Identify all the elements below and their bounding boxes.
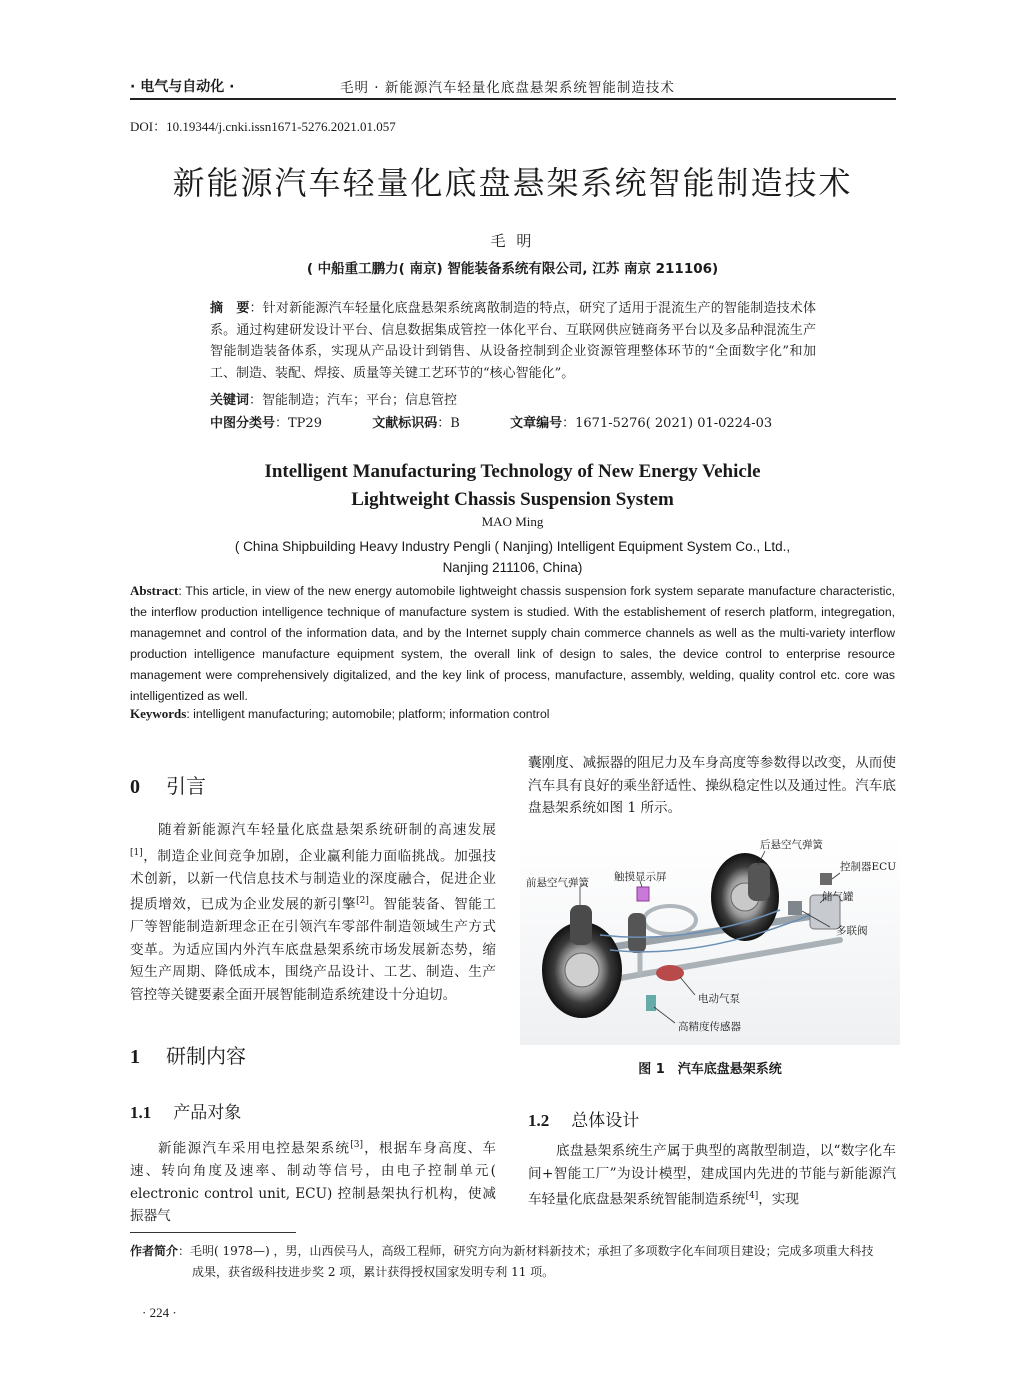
affiliation-en [0, 536, 1025, 578]
abstract-en [130, 580, 895, 707]
electric-pump [656, 965, 684, 981]
front-air-spring-2 [628, 913, 646, 953]
abstract-cn-label: 摘 要 [210, 301, 250, 316]
clc-value: ：TP29 [275, 416, 322, 431]
section-1-1-paragraph [130, 1134, 496, 1228]
abstract-cn-text: ：针对新能源汽车轻量化底盘悬架系统离散制造的特点，研究了适用于混流生产的智能制造技术体系。通过构建研发设计平台、信息数据集成管控一体化平台、互联网供应链商务平台以及多品种混流生产智能制造装备体系，实现从产品设计到销售、从设备控制到企业资源管理整体环节的“全面数字化”和加工、制造、装配、焊接、质量等关键工艺环节的“核心智能化”。 [210, 301, 816, 381]
multi-valve [788, 901, 802, 915]
section-1-1-heading [130, 1098, 241, 1123]
keywords-cn-text: ：智能制造；汽车；平台；信息管控 [249, 393, 458, 408]
running-title: 毛明 · 新能源汽车轻量化底盘悬架系统智能制造技术 [340, 80, 675, 96]
section-1-2-text-b: ，实现 [758, 1191, 800, 1208]
right-column-paragraph: 囊刚度、减振器的阻尼力及车身高度等参数得以改变，从而使汽车具有良好的乘坐舒适性、操纵稳定性以及通过性。汽车底盘悬架系统如图 1 所示。 [528, 755, 896, 816]
label-ecu: 控制器ECU [840, 861, 897, 873]
section-1-1-text-b: ，根据车身高度、车速、转向角度及速率、制动等信号，由电子控制单元( electronic control unit, ECU) 控制悬架执行机构，使减振器气 [130, 1140, 497, 1225]
footnote-rule [130, 1232, 296, 1233]
label-electric-pump: 电动气泵 [698, 993, 740, 1005]
section-1-1-text-a: 新能源汽车采用电控悬架系统 [158, 1140, 351, 1157]
section-0-title: 引言 [166, 774, 206, 798]
page-number: · 224 · [142, 1305, 177, 1320]
front-hub [565, 953, 599, 987]
doc-code-label: 文献标识码 [372, 416, 438, 431]
figure-1-chassis-illustration [520, 835, 900, 1045]
section-0-paragraph [130, 819, 496, 1006]
label-touch-screen: 触摸显示屏 [614, 871, 667, 883]
footnote-label: 作者简介 [130, 1244, 179, 1258]
title-en [0, 458, 1025, 514]
rear-air-spring [748, 863, 770, 901]
ecu-block [820, 873, 832, 885]
doc-code-value: ：B [437, 416, 460, 431]
section-0-text-c: 。智能装备、智能工厂等智能制造新理念正在引领汽车零部件制造领域生产方式变革。为适应国内外汽车底盘悬架系统市场发展新态势，缩短生产周期、降低成本，围绕产品设计、工艺、制造、生产管控等关键要素全面开展智能制造系统建设十分迫切。 [130, 896, 497, 1003]
abstract-en-label: Abstract [130, 583, 179, 598]
keywords-cn [210, 389, 457, 408]
front-air-spring [570, 905, 592, 945]
section-0-text-b: ，制造企业间竞争加剧，企业赢利能力面临挑战。加强技术创新，以新一代信息技术与制造业的深度融合，促进企业提质增效，已成为企业发展的新引擎 [130, 848, 496, 913]
journal-section-label: · 电气与自动化 · [130, 79, 235, 95]
label-multi-valve: 多联阀 [836, 925, 868, 937]
article-no-value: ：1671-5276( 2021) 01-0224-03 [562, 416, 773, 431]
section-1-1-number: 1.1 [130, 1103, 152, 1122]
classification-row [210, 412, 830, 431]
section-1-2-text-a: 底盘悬架系统生产属于典型的离散型制造，以“数字化车间+智能工厂”为设计模型，建成国内先进的节能与新能源汽车轻量化底盘悬架系统智能制造系统 [528, 1143, 896, 1208]
title-cn: 新能源汽车轻量化底盘悬架系统智能制造技术 [172, 164, 853, 202]
citation-1: [1] [130, 847, 143, 858]
section-1-heading [130, 1040, 246, 1069]
author-cn: 毛 明 [490, 232, 535, 250]
height-sensor [646, 995, 656, 1011]
author-en: MAO Ming [481, 514, 544, 529]
author-footnote [130, 1241, 900, 1283]
title-en-line2: Lightweight Chassis Suspension System [351, 489, 674, 510]
footnote-text: ：毛明( 1978—) ，男，山西侯马人，高级工程师，研究方向为新材料新技术；承担了多项数字化车间项目建设；完成多项重大科技 [178, 1244, 874, 1258]
section-1-2-number: 1.2 [528, 1111, 550, 1130]
article-no-label: 文章编号 [510, 416, 563, 431]
affiliation-en-line2: Nanjing 211106, China) [442, 560, 583, 575]
touch-screen-block [637, 887, 649, 901]
figure-1-caption: 图 1 汽车底盘悬架系统 [638, 1062, 782, 1077]
section-1-title: 研制内容 [166, 1044, 246, 1068]
label-air-tank: 储气罐 [822, 891, 854, 903]
clc-label: 中图分类号 [210, 416, 276, 431]
label-rear-air-spring: 后悬空气弹簧 [760, 839, 823, 851]
footnote-continuation: 成果，获省级科技进步奖 2 项，累计获得授权国家发明专利 11 项。 [192, 1265, 555, 1279]
label-height-sensor: 高精度传感器 [678, 1021, 741, 1033]
keywords-en-label: Keywords [130, 706, 187, 721]
section-1-2-heading [528, 1106, 639, 1131]
keywords-en-text: : intelligent manufacturing; automobile; platform; information control [186, 707, 550, 721]
affiliation-en-line1: ( China Shipbuilding Heavy Industry Pengli ( Nanjing) Intelligent Equipment System Co., Ltd., [234, 539, 791, 554]
section-0-heading [130, 770, 206, 799]
section-1-2-paragraph [528, 1140, 896, 1211]
doi: DOI：10.19344/j.cnki.issn1671-5276.2021.01.057 [130, 119, 396, 134]
title-en-line1: Intelligent Manufacturing Technology of New Energy Vehicle [264, 461, 761, 482]
abstract-cn [210, 298, 816, 384]
section-1-2-title: 总体设计 [571, 1111, 640, 1131]
section-1-1-title: 产品对象 [173, 1103, 242, 1123]
label-front-air-spring: 前悬空气弹簧 [526, 877, 589, 889]
header-rule [130, 98, 896, 100]
citation-3: [3] [350, 1140, 363, 1150]
citation-2: [2] [356, 896, 369, 907]
section-0-number: 0 [130, 776, 140, 798]
keywords-en [130, 706, 549, 722]
citation-4: [4] [745, 1191, 759, 1201]
affiliation-cn: ( 中船重工鹏力( 南京) 智能装备系统有限公司, 江苏 南京 211106) [306, 261, 719, 277]
abstract-en-text: : This article, in view of the new energy automobile lightweight chassis suspension fork system separate manufacture characteristic, the interflow production intelligence technique of manufacture system is studied. With the establishement of reserch platform, integregation, managemnet and control of the information data, and by the Internet supply chain commerce channels as well as the multi-variety interflow production intelligence manufacture equipment system, the overall link of design to sales, the device control to enterprise resource management were comprehensively digitalized, and the key link of process, manufacture, assembly, welding, quality control etc. core was intelligentized as well. [130, 584, 895, 703]
section-1-number: 1 [130, 1046, 140, 1068]
section-0-text-a: 随着新能源汽车轻量化底盘悬架系统研制的高速发展 [158, 822, 496, 838]
keywords-cn-label: 关键词 [210, 393, 250, 408]
